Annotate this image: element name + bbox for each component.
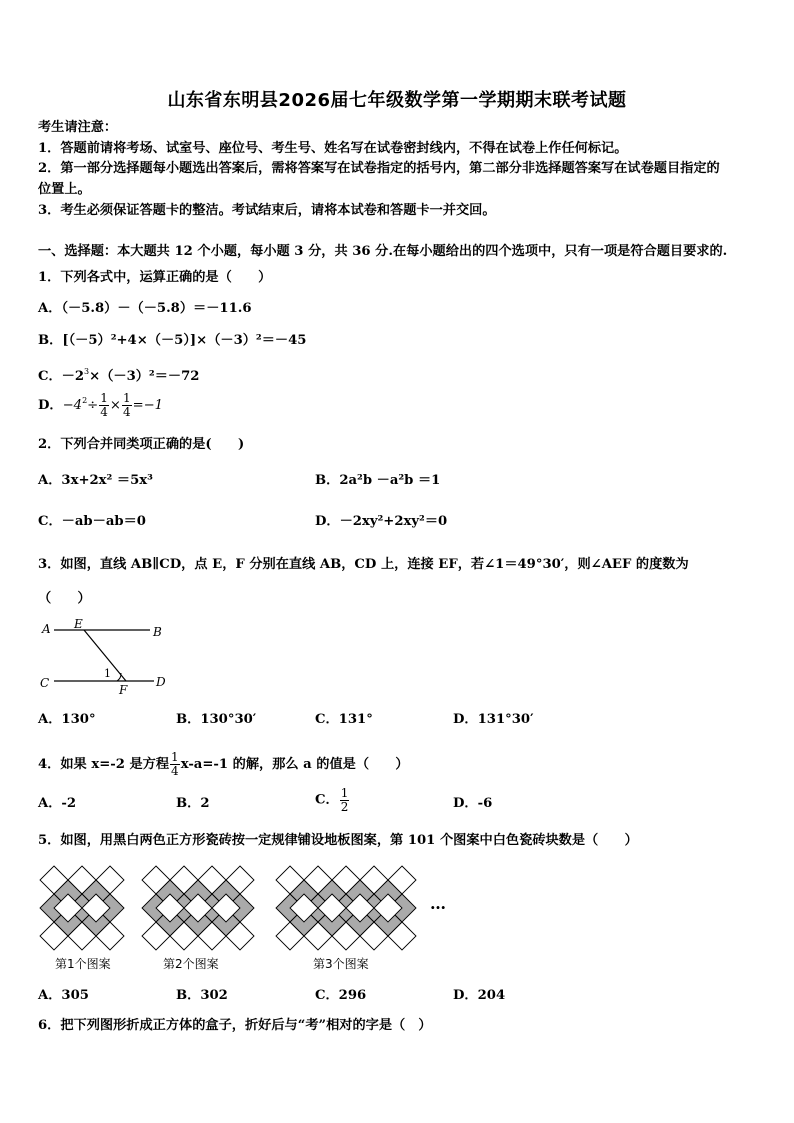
- q5-option-a: A．305: [38, 988, 89, 1003]
- q1-d-div: ÷: [87, 398, 99, 413]
- notice-heading: 考生请注意：: [38, 120, 118, 135]
- notice-item-2: 2．第一部分选择题每小题选出答案后，需将答案写在试卷指定的括号内，第二部分非选择题答案写在试卷题目指定的: [38, 161, 720, 176]
- q5-caption-1: 第1个图案: [55, 957, 111, 971]
- section-heading: 一、选择题：本大题共 12 个小题，每小题 3 分，共 36 分.在每小题给出的四个选项中，只有一项是符合题目要求的.: [38, 244, 728, 259]
- q1-d-f1-num: 1: [100, 391, 108, 405]
- q1-option-c: [38, 363, 199, 386]
- q5-option-d: D．204: [453, 988, 506, 1003]
- q3-option-c: C．131°: [315, 712, 373, 727]
- q4-fraction: [170, 751, 180, 778]
- q5-caption-3: 第3个图案: [313, 957, 369, 971]
- page-title: 山东省东明县2026届七年级数学第一学期期末联考试题: [167, 90, 627, 111]
- label-b: B: [153, 625, 162, 639]
- q1-option-b: B．[（－5）²+4×（－5）]×（－3）²＝－45: [38, 333, 307, 348]
- q1-d-f2-num: 1: [122, 391, 131, 405]
- q4-option-c: [315, 787, 350, 814]
- q5-option-c: C．296: [315, 988, 367, 1003]
- q2-stem: 2．下列合并同类项正确的是( ): [38, 437, 245, 452]
- q1-d-f1-den: 4: [100, 405, 108, 419]
- q3-parallel-lines-figure: [36, 616, 176, 700]
- q5-ellipsis: …: [430, 894, 446, 913]
- q6-stem: 6．把下列图形折成正方体的盒子，折好后与“考”相对的字是（ ）: [38, 1018, 432, 1033]
- q3-paren: （ ）: [38, 591, 91, 606]
- q5-caption-2: 第2个图案: [163, 957, 219, 971]
- q1-stem: 1．下列各式中，运算正确的是（ ）: [38, 270, 272, 285]
- q1-option-d: [38, 392, 163, 419]
- q4-option-a: A．-2: [38, 796, 77, 811]
- q1-d-label: D．: [38, 398, 63, 413]
- q2-option-d: D．－2xy²+2xy²＝0: [315, 514, 448, 529]
- q1-c-pre: C．－2: [38, 369, 85, 384]
- q4-c-num: 1: [340, 786, 349, 800]
- q1-d-f2-den: 4: [122, 405, 131, 419]
- q1-c-post: ×（－3）²＝－72: [89, 369, 200, 384]
- q1-d-eq: =−1: [132, 398, 164, 413]
- q4-stem-pre: 4．如果 x=-2 是方程: [38, 757, 170, 772]
- q4-stem-post: x-a=-1 的解，那么 a 的值是（ ）: [180, 757, 409, 772]
- q3-option-d: D．131°30′: [453, 712, 534, 727]
- q1-d-fraction-2: [122, 392, 132, 419]
- q1-d-times: ×: [109, 398, 121, 413]
- q4-option-b: B．2: [176, 796, 210, 811]
- q4-frac-num: 1: [171, 750, 179, 764]
- q1-d-fraction-1: [99, 392, 109, 419]
- q1-d-exp: 2: [82, 396, 88, 405]
- q5-tile-patterns-figure: [0, 860, 794, 952]
- label-c: C: [40, 676, 50, 690]
- q4-option-d: D．-6: [453, 796, 493, 811]
- label-e: E: [74, 617, 83, 631]
- label-d: D: [156, 675, 166, 689]
- label-angle-1: 1: [104, 667, 111, 680]
- q1-option-a: A．（－5.8）－（－5.8）＝－11.6: [38, 301, 252, 316]
- q3-option-a: A．130°: [38, 712, 96, 727]
- q3-stem: 3．如图，直线 AB∥CD，点 E，F 分别在直线 AB，CD 上，连接 EF，若∠1＝49°30′，则∠AEF 的度数为: [38, 557, 689, 572]
- notice-item-3: 3．考生必须保证答题卡的整洁。考试结束后，请将本试卷和答题卡一并交回。: [38, 203, 496, 218]
- q4-c-fraction: [340, 787, 350, 814]
- label-f: F: [119, 683, 128, 697]
- q1-d-base: −4: [62, 398, 83, 413]
- notice-item-1: 1．答题前请将考场、试室号、座位号、考生号、姓名写在试卷密封线内，不得在试卷上作任何标记。: [38, 141, 628, 156]
- q4-c-den: 2: [340, 800, 349, 814]
- q2-option-c: C．－ab－ab＝0: [38, 514, 146, 529]
- q1-c-exp: 3: [84, 367, 90, 376]
- q5-stem: 5．如图，用黑白两色正方形瓷砖按一定规律铺设地板图案，第 101 个图案中白色瓷砖块数是（ ）: [38, 833, 638, 848]
- q4-frac-den: 4: [171, 764, 179, 778]
- q2-option-a: A．3x+2x² ＝5x³: [38, 473, 153, 488]
- q4-stem: [38, 751, 409, 778]
- q4-c-label: C．: [315, 792, 339, 808]
- q3-option-b: B．130°30′: [176, 712, 257, 727]
- notice-item-2-cont: 位置上。: [38, 182, 91, 197]
- label-a: A: [42, 622, 51, 636]
- q2-option-b: B．2a²b －a²b ＝1: [315, 473, 441, 488]
- q5-option-b: B．302: [176, 988, 228, 1003]
